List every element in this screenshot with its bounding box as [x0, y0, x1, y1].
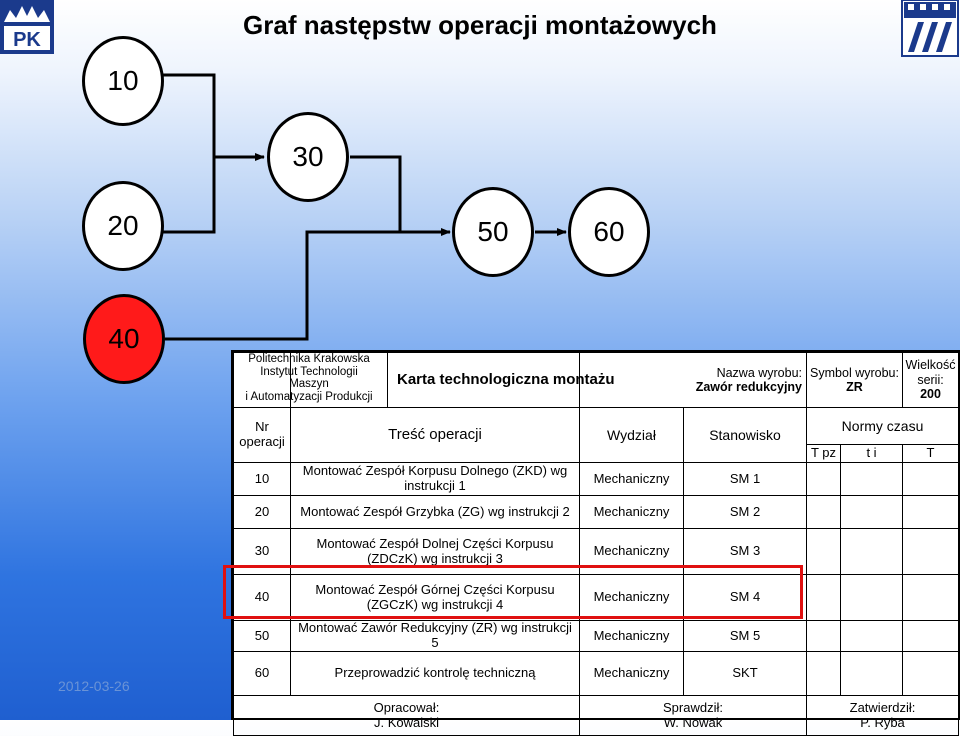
graph-node-60 [568, 187, 650, 277]
card-table [233, 352, 959, 736]
graph-node-label: 30 [292, 141, 324, 172]
product-label: Nazwa wyrobu: [716, 365, 803, 380]
highlight-box [223, 565, 803, 619]
checked-cell [580, 696, 807, 736]
row-station: SM 4 [684, 575, 807, 621]
row-dept: Mechaniczny [580, 529, 684, 575]
col-header-content: Treść operacji [291, 408, 580, 463]
graph-node-label: 20 [107, 210, 139, 241]
row-dept: Mechaniczny [580, 621, 684, 652]
col-header-ti: t i [841, 445, 903, 463]
row-nr: 40 [234, 575, 291, 621]
table-row [234, 621, 959, 652]
pk-logo-text: PK [13, 29, 41, 51]
graph-node-label: 10 [107, 65, 139, 96]
row-content: Montować Zespół Górnej Części Korpusu (ZGCzK) wg instrukcji 4 [291, 575, 580, 621]
product-value: Zawór redukcyjny [695, 380, 803, 394]
row-nr: 30 [234, 529, 291, 575]
row-content: Montować Zespół Dolnej Części Korpusu (ZDCzK) wg instrukcji 3 [291, 529, 580, 575]
assembly-card [231, 350, 960, 730]
row-dept: Mechaniczny [580, 463, 684, 496]
approved-label: Zatwierdził: [849, 699, 916, 715]
row-dept: Mechaniczny [580, 496, 684, 529]
row-station: SKT [684, 652, 807, 696]
institution-line-4: i Automatyzacji Produkcji [245, 390, 373, 403]
prepared-cell [234, 696, 580, 736]
col-header-t: T [903, 445, 959, 463]
col-header-nr: Nr operacji [234, 408, 291, 463]
approved-cell [807, 696, 959, 736]
graph-node-10 [82, 36, 164, 126]
page-title: Graf następstw operacji montażowych [243, 10, 717, 40]
row-station: SM 3 [684, 529, 807, 575]
table-row [234, 463, 959, 496]
row-dept: Mechaniczny [580, 652, 684, 696]
series-value: 200 [920, 387, 941, 402]
graph-node-40 [83, 294, 165, 384]
row-content: Montować Zespół Grzybka (ZG) wg instrukcji 2 [291, 496, 580, 529]
edge-30-50 [350, 157, 450, 232]
row-station: SM 2 [684, 496, 807, 529]
graph-node-20 [82, 181, 164, 271]
row-nr: 50 [234, 621, 291, 652]
checked-label: Sprawdził: [663, 699, 723, 715]
row-nr: 60 [234, 652, 291, 696]
prepared-label: Opracował: [373, 699, 440, 715]
row-dept: Mechaniczny [580, 575, 684, 621]
table-row [234, 496, 959, 529]
institution-line-3: Maszyn [289, 378, 329, 391]
graph-node-30 [267, 112, 349, 202]
prepared-value: J. Kowalski [373, 714, 440, 730]
approved-value: P. Ryba [860, 714, 905, 730]
table-row [234, 652, 959, 696]
row-nr: 20 [234, 496, 291, 529]
card-title: Karta technologiczna montażu [397, 371, 615, 388]
col-header-tpz: T pz [807, 445, 841, 463]
row-content: Przeprowadzić kontrolę techniczną [291, 652, 580, 696]
symbol-cell [807, 353, 903, 408]
signature-row [234, 696, 959, 736]
series-label: Wielkość serii: [905, 358, 956, 387]
edge-20-30 [163, 157, 214, 232]
graph-node-label: 40 [108, 323, 140, 354]
col-header-dept: Wydział [580, 408, 684, 463]
edge-10-30 [163, 75, 264, 157]
edge-40-50 [165, 232, 400, 339]
row-nr: 10 [234, 463, 291, 496]
graph-node-label: 60 [593, 216, 625, 247]
symbol-value: ZR [846, 380, 863, 394]
slide-date: 2012-03-26 [58, 678, 130, 694]
graph-node-label: 50 [477, 216, 509, 247]
institution-line-1: Politechnika Krakowska [248, 353, 370, 365]
series-cell [903, 353, 959, 408]
row-content: Montować Zespół Korpusu Dolnego (ZKD) wg instrukcji 1 [291, 463, 580, 496]
graph-node-50 [452, 187, 534, 277]
institution-line-2: Instytut Technologii [260, 365, 358, 378]
col-header-time-norms: Normy czasu [807, 408, 959, 445]
card-header [245, 353, 615, 408]
row-station: SM 1 [684, 463, 807, 496]
row-content: Montować Zawór Redukcyjny (ZR) wg instrukcji 5 [291, 621, 580, 652]
symbol-label: Symbol wyrobu: [810, 365, 899, 380]
row-station: SM 5 [684, 621, 807, 652]
col-header-station: Stanowisko [684, 408, 807, 463]
checked-value: W. Nowak [663, 714, 723, 730]
